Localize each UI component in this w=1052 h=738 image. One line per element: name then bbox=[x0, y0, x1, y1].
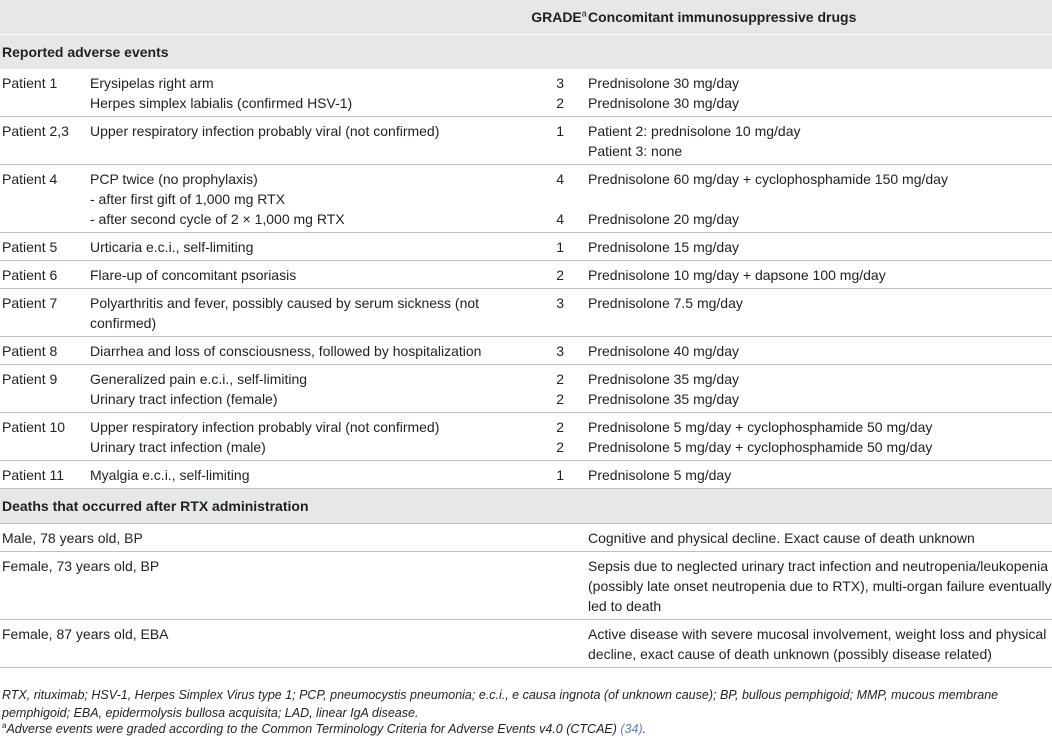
header-drugs: Concomitant immunosuppressive drugs bbox=[588, 0, 1052, 35]
header-grade-sup: a bbox=[581, 8, 587, 19]
drugs-cell bbox=[588, 413, 1052, 461]
drugs-cell bbox=[588, 289, 1052, 337]
grade-value: 3 bbox=[556, 75, 564, 91]
death-row bbox=[0, 524, 1052, 552]
grade-value: 2 bbox=[556, 439, 564, 455]
drug-text: Patient 3: none bbox=[588, 143, 683, 159]
drugs-cell bbox=[588, 69, 1052, 117]
event-cell bbox=[82, 289, 520, 337]
drugs-cell bbox=[588, 261, 1052, 289]
drugs-cell bbox=[588, 365, 1052, 413]
patient-row bbox=[0, 365, 1052, 413]
patient-id: Patient 6 bbox=[0, 261, 82, 289]
drugs-cell bbox=[588, 117, 1052, 165]
adverse-event-text: Generalized pain e.c.i., self-limiting bbox=[90, 371, 308, 387]
death-cause-text: led to death bbox=[588, 598, 662, 614]
section-title-deaths: Deaths that occurred after RTX administration bbox=[0, 489, 1052, 524]
header-blank-1 bbox=[0, 0, 82, 35]
adverse-event-text: Urticaria e.c.i., self-limiting bbox=[90, 239, 254, 255]
death-cause-text: decline, exact cause of death unknown (possibly disease related) bbox=[588, 646, 992, 662]
adverse-event-text: Urinary tract infection (male) bbox=[90, 439, 266, 455]
adverse-event-text: Herpes simplex labialis (confirmed HSV-1) bbox=[90, 95, 353, 111]
adverse-event-text: Upper respiratory infection probably viral (not confirmed) bbox=[90, 123, 440, 139]
event-cell bbox=[82, 117, 520, 165]
event-cell bbox=[82, 233, 520, 261]
grade-cell bbox=[520, 289, 588, 337]
grade-cell bbox=[520, 413, 588, 461]
patient-id: Patient 1 bbox=[2, 75, 58, 91]
grade-cell bbox=[520, 165, 588, 233]
drugs-cell bbox=[588, 337, 1052, 365]
drug-text: Prednisolone 40 mg/day bbox=[588, 343, 739, 359]
death-cause-text: (possibly late onset neutropenia due to RTX), multi-organ failure eventually bbox=[588, 578, 1052, 594]
death-cause bbox=[588, 552, 1052, 620]
deaths-body bbox=[0, 524, 1052, 668]
reference-link[interactable]: (34) bbox=[620, 722, 643, 736]
drug-text bbox=[588, 189, 1052, 209]
table-header-row bbox=[0, 0, 1052, 35]
patient-row bbox=[0, 289, 1052, 337]
drug-text: Prednisolone 5 mg/day + cyclophosphamide 50 mg/day bbox=[588, 439, 933, 455]
drug-text: Prednisolone 30 mg/day bbox=[588, 95, 739, 111]
footnote-line-2: pemphigoid; EBA, epidermolysis bullosa acquisita; LAD, linear IgA disease. bbox=[2, 706, 419, 720]
patient-id: Patient 4 bbox=[0, 165, 82, 233]
adverse-event-text: Urinary tract infection (female) bbox=[90, 391, 278, 407]
patient-id: Patient 8 bbox=[0, 337, 82, 365]
adverse-event-text: - after first gift of 1,000 mg RTX bbox=[90, 191, 286, 207]
patient-row bbox=[0, 461, 1052, 489]
death-cause-text: Cognitive and physical decline. Exact cause of death unknown bbox=[588, 530, 975, 546]
patients-body bbox=[0, 69, 1052, 489]
drug-text: Prednisolone 20 mg/day bbox=[588, 211, 739, 227]
drug-text: Prednisolone 35 mg/day bbox=[588, 371, 739, 387]
event-cell bbox=[82, 69, 520, 117]
adverse-event-text: PCP twice (no prophylaxis) bbox=[90, 171, 258, 187]
adverse-event-text: confirmed) bbox=[90, 315, 157, 331]
death-row bbox=[0, 620, 1052, 668]
drugs-cell bbox=[588, 461, 1052, 489]
drug-text: Prednisolone 5 mg/day bbox=[588, 467, 732, 483]
footnote-line-1: RTX, rituximab; HSV-1, Herpes Simplex Virus type 1; PCP, pneumocystis pneumonia; e.c.i., e causa ingnota (of unknown cause); BP, bullous pemphigoid; MMP, mucous membrane bbox=[2, 688, 999, 702]
death-cause-text: Active disease with severe mucosal involvement, weight loss and physical bbox=[588, 626, 1047, 642]
adverse-event-text: Myalgia e.c.i., self-limiting bbox=[90, 467, 250, 483]
adverse-event-text: Polyarthritis and fever, possibly caused by serum sickness (not bbox=[90, 295, 480, 311]
drug-text: Prednisolone 10 mg/day + dapsone 100 mg/day bbox=[588, 267, 886, 283]
death-cause bbox=[588, 524, 1052, 552]
grade-cell bbox=[520, 117, 588, 165]
header-grade bbox=[520, 0, 588, 35]
grade-value: 1 bbox=[556, 123, 564, 139]
grading-footnote bbox=[2, 720, 1048, 738]
grade-cell bbox=[520, 461, 588, 489]
grade-value: 2 bbox=[556, 95, 564, 111]
grade-value: 4 bbox=[556, 171, 564, 187]
patient-row bbox=[0, 165, 1052, 233]
patient-row bbox=[0, 413, 1052, 461]
drug-text: Prednisolone 5 mg/day + cyclophosphamide 50 mg/day bbox=[588, 419, 933, 435]
patient-row bbox=[0, 261, 1052, 289]
grade-cell bbox=[520, 365, 588, 413]
footnote-sup: a bbox=[2, 720, 7, 730]
grade-cell bbox=[520, 233, 588, 261]
drugs-cell bbox=[588, 233, 1052, 261]
adverse-event-text: - after second cycle of 2 × 1,000 mg RTX bbox=[90, 211, 345, 227]
grade-value: 2 bbox=[556, 391, 564, 407]
death-patient: Female, 87 years old, EBA bbox=[0, 620, 588, 668]
header-blank-2 bbox=[82, 0, 520, 35]
patient-id: Patient 11 bbox=[0, 461, 82, 489]
patient-row bbox=[0, 117, 1052, 165]
footnote-note-text: Adverse events were graded according to the Common Terminology Criteria for Adverse Events v4.0 (CTCAE) bbox=[6, 722, 621, 736]
drug-text: Prednisolone 15 mg/day bbox=[588, 239, 739, 255]
grade-value bbox=[520, 189, 564, 209]
grade-value: 2 bbox=[556, 371, 564, 387]
patient-row bbox=[0, 337, 1052, 365]
header-grade-label: GRADE bbox=[531, 9, 582, 25]
grade-value bbox=[520, 313, 564, 333]
death-patient: Female, 73 years old, BP bbox=[0, 552, 588, 620]
grade-value bbox=[520, 141, 564, 161]
grade-cell bbox=[520, 69, 588, 117]
section-deaths bbox=[0, 489, 1052, 524]
grade-value: 1 bbox=[556, 239, 564, 255]
death-patient: Male, 78 years old, BP bbox=[0, 524, 588, 552]
patient-row bbox=[0, 233, 1052, 261]
patient-id: Patient 7 bbox=[0, 289, 82, 337]
drug-text bbox=[588, 313, 1052, 333]
drug-text: Prednisolone 30 mg/day bbox=[588, 75, 739, 91]
event-cell bbox=[82, 413, 520, 461]
drug-text: Prednisolone 60 mg/day + cyclophosphamide 150 mg/day bbox=[588, 171, 948, 187]
grade-value: 2 bbox=[556, 267, 564, 283]
drug-text: Prednisolone 7.5 mg/day bbox=[588, 295, 743, 311]
grade-cell bbox=[520, 261, 588, 289]
event-cell bbox=[82, 261, 520, 289]
adverse-event-text: Flare-up of concomitant psoriasis bbox=[90, 267, 297, 283]
event-cell bbox=[82, 337, 520, 365]
death-cause-text: Sepsis due to neglected urinary tract infection and neutropenia/leukopenia bbox=[588, 558, 1048, 574]
patient-row bbox=[0, 69, 1052, 117]
patient-id: Patient 9 bbox=[0, 365, 82, 413]
patient-id: Patient 10 bbox=[0, 413, 82, 461]
death-row bbox=[0, 552, 1052, 620]
grade-value: 1 bbox=[556, 467, 564, 483]
drugs-cell bbox=[588, 165, 1052, 233]
grade-cell bbox=[520, 337, 588, 365]
adverse-event-text bbox=[90, 141, 520, 161]
patient-id: Patient 2,3 bbox=[0, 117, 82, 165]
patient-id: Patient 5 bbox=[0, 233, 82, 261]
adverse-event-text: Diarrhea and loss of consciousness, followed by hospitalization bbox=[90, 343, 482, 359]
grade-value: 3 bbox=[556, 295, 564, 311]
section-title-adverse: Reported adverse events bbox=[0, 35, 1052, 70]
grade-value: 2 bbox=[556, 419, 564, 435]
adverse-event-text: Erysipelas right arm bbox=[90, 75, 214, 91]
event-cell bbox=[82, 365, 520, 413]
event-cell bbox=[82, 461, 520, 489]
grade-value: 3 bbox=[556, 343, 564, 359]
grade-value: 4 bbox=[556, 211, 564, 227]
abbreviation-footnote bbox=[2, 686, 1048, 722]
drug-text: Prednisolone 35 mg/day bbox=[588, 391, 739, 407]
adverse-event-text: Upper respiratory infection probably viral (not confirmed) bbox=[90, 419, 440, 435]
section-adverse-events bbox=[0, 35, 1052, 70]
event-cell bbox=[82, 165, 520, 233]
death-cause bbox=[588, 620, 1052, 668]
footnote-note-end: . bbox=[642, 722, 647, 736]
drug-text: Patient 2: prednisolone 10 mg/day bbox=[588, 123, 801, 139]
